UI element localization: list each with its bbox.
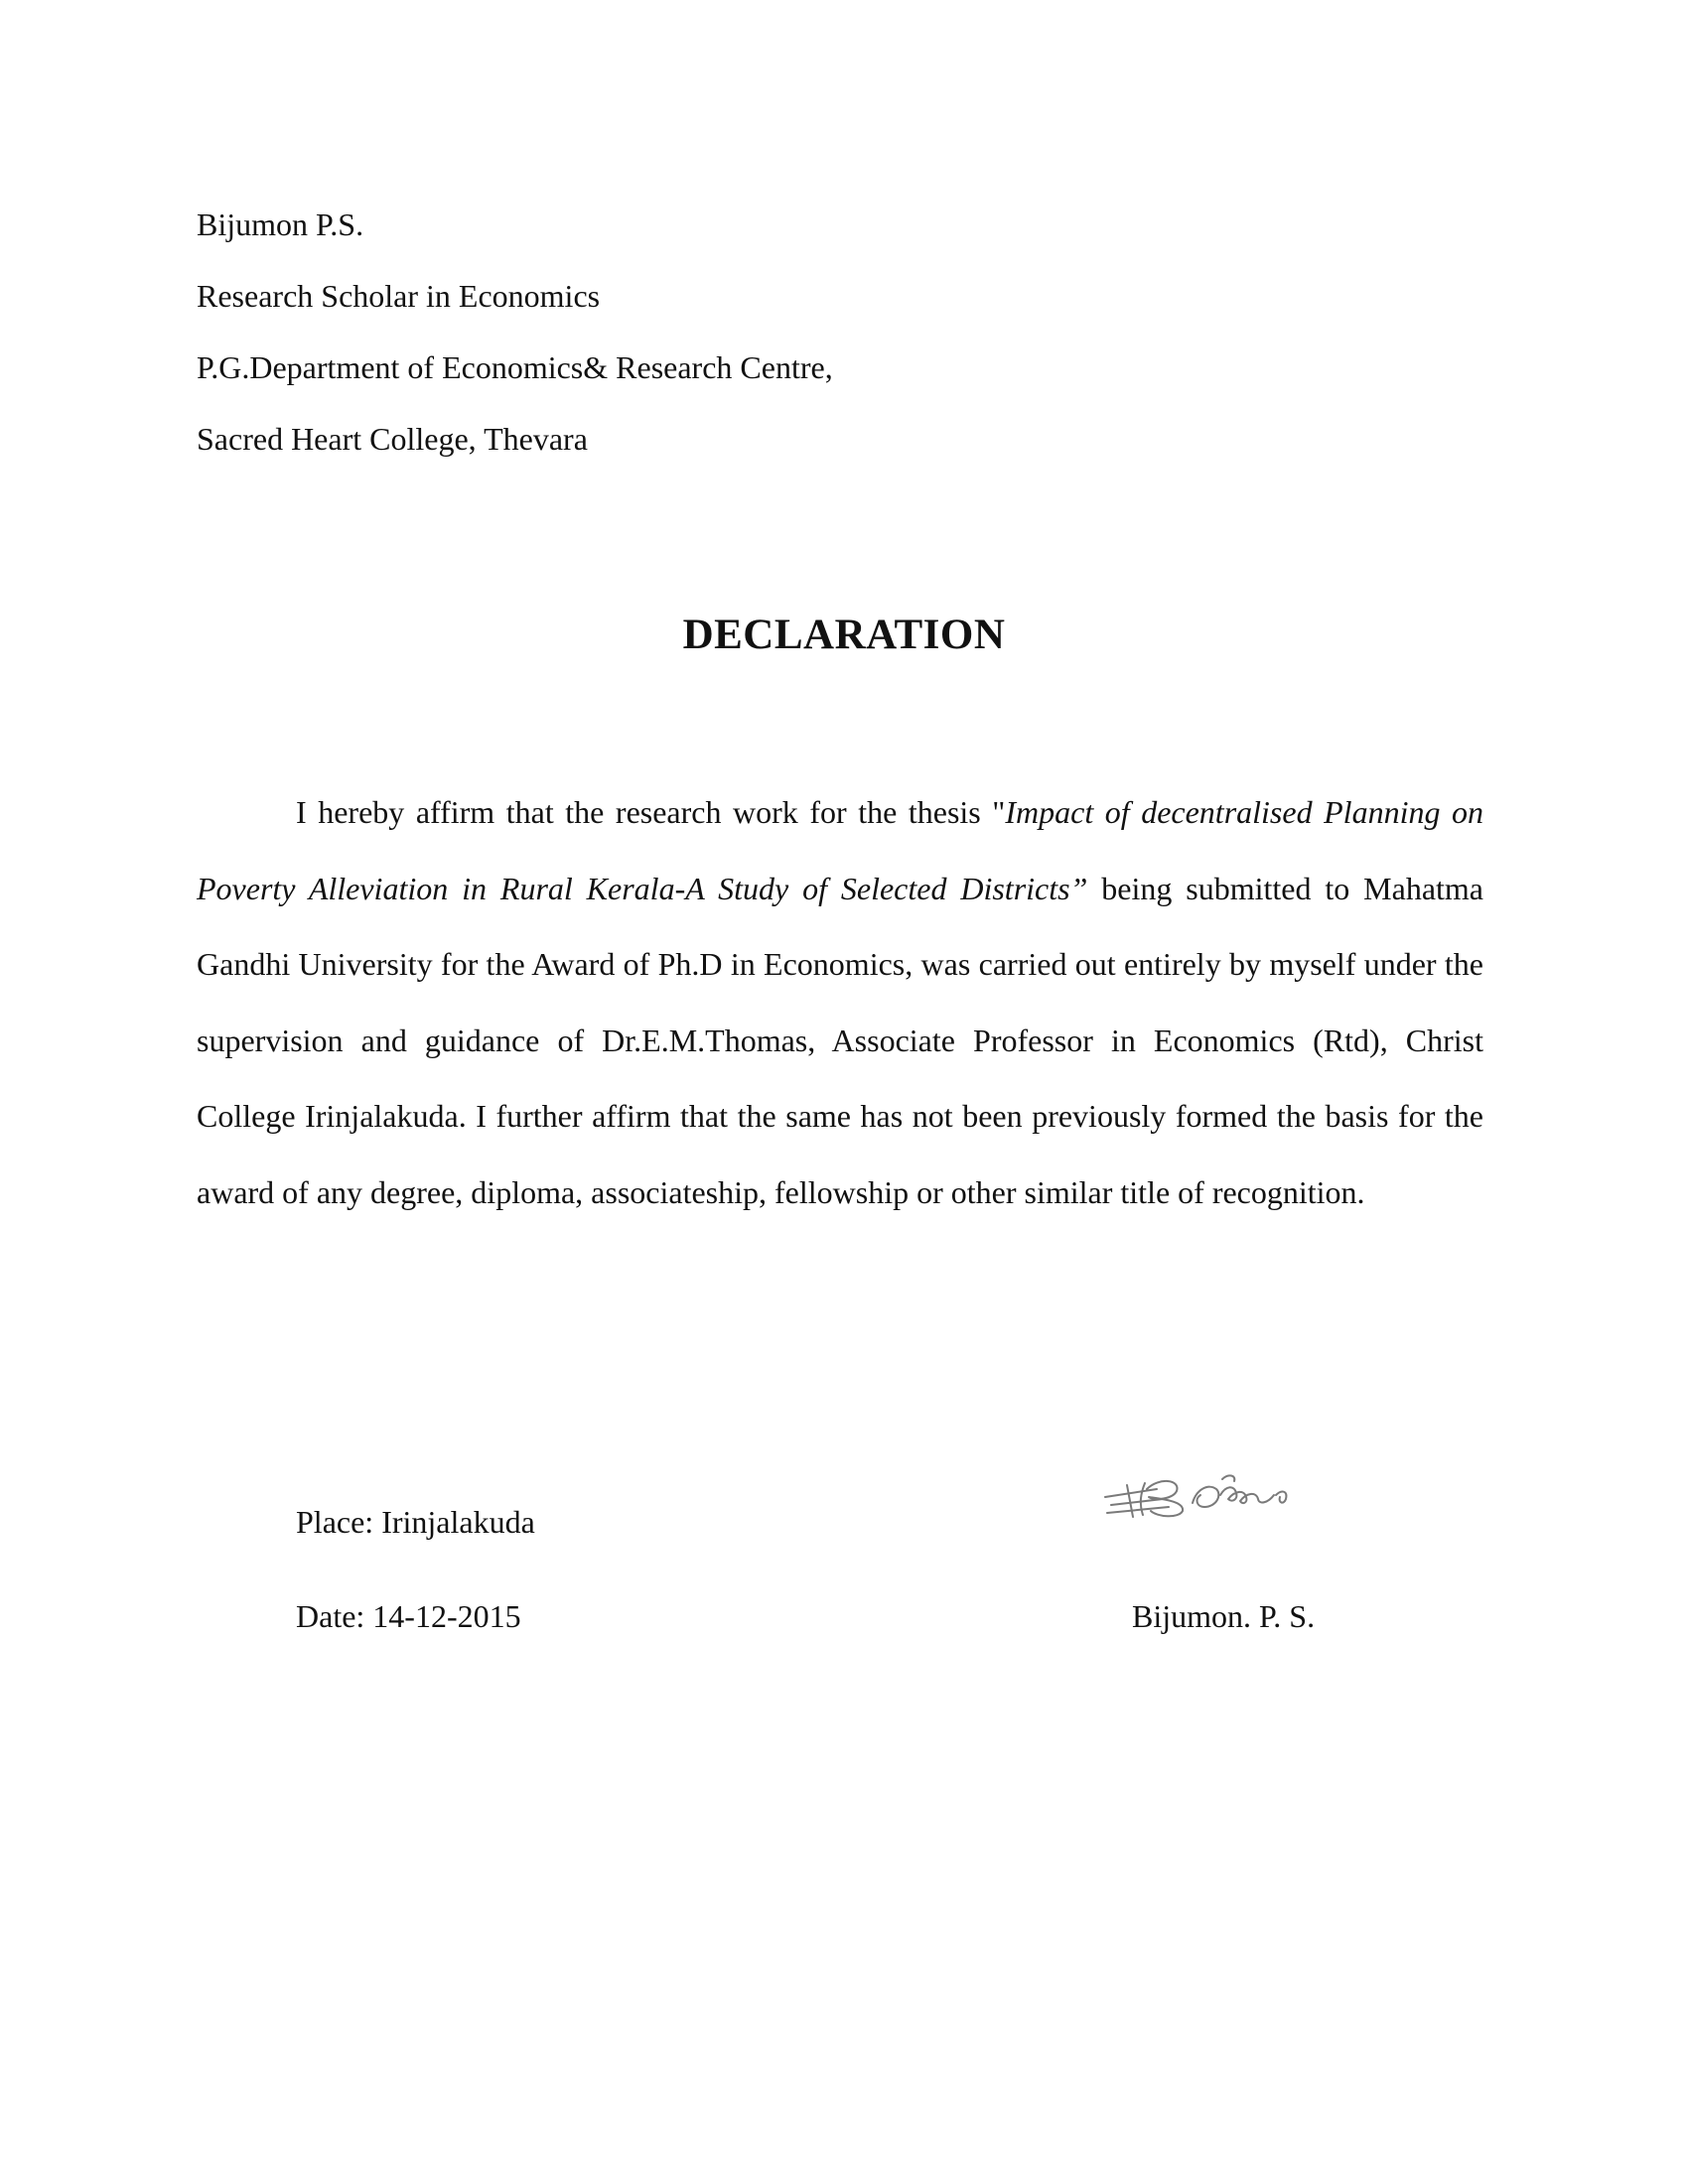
- sender-college: Sacred Heart College, Thevara: [197, 421, 588, 457]
- signature-image: [1097, 1459, 1306, 1529]
- declaration-rest: being submitted to Mahatma Gandhi University for the Award of Ph.D in Economics, was carried out entirely by myself under the supervision and guidance of Dr.E.M.Thomas, Associate Professor in Economics (Rtd), Christ College Irinjalakuda. I further affirm that the same has not been previously formed the basis for the award of any degree, diploma, associateship, fellowship or other similar title of recognition.: [197, 870, 1484, 1210]
- place-line: Place: Irinjalakuda: [296, 1504, 535, 1540]
- signatory-name: Bijumon. P. S.: [1132, 1598, 1316, 1634]
- declaration-intro: I hereby affirm that the research work for the thesis ": [296, 794, 1006, 830]
- page-title: DECLARATION: [682, 612, 1006, 658]
- declaration-paragraph: [197, 774, 1483, 1230]
- date-line: Date: 14-12-2015: [296, 1598, 521, 1634]
- sender-name: Bijumon P.S.: [197, 206, 364, 242]
- sender-designation: Research Scholar in Economics: [197, 278, 601, 314]
- thesis-title: Impact of decentralised Planning on Poverty Alleviation in Rural Kerala-A Study of Selected Districts”: [197, 794, 1483, 906]
- sender-address-block: [197, 189, 1190, 475]
- sender-department: P.G.Department of Economics& Research Centre,: [197, 349, 833, 385]
